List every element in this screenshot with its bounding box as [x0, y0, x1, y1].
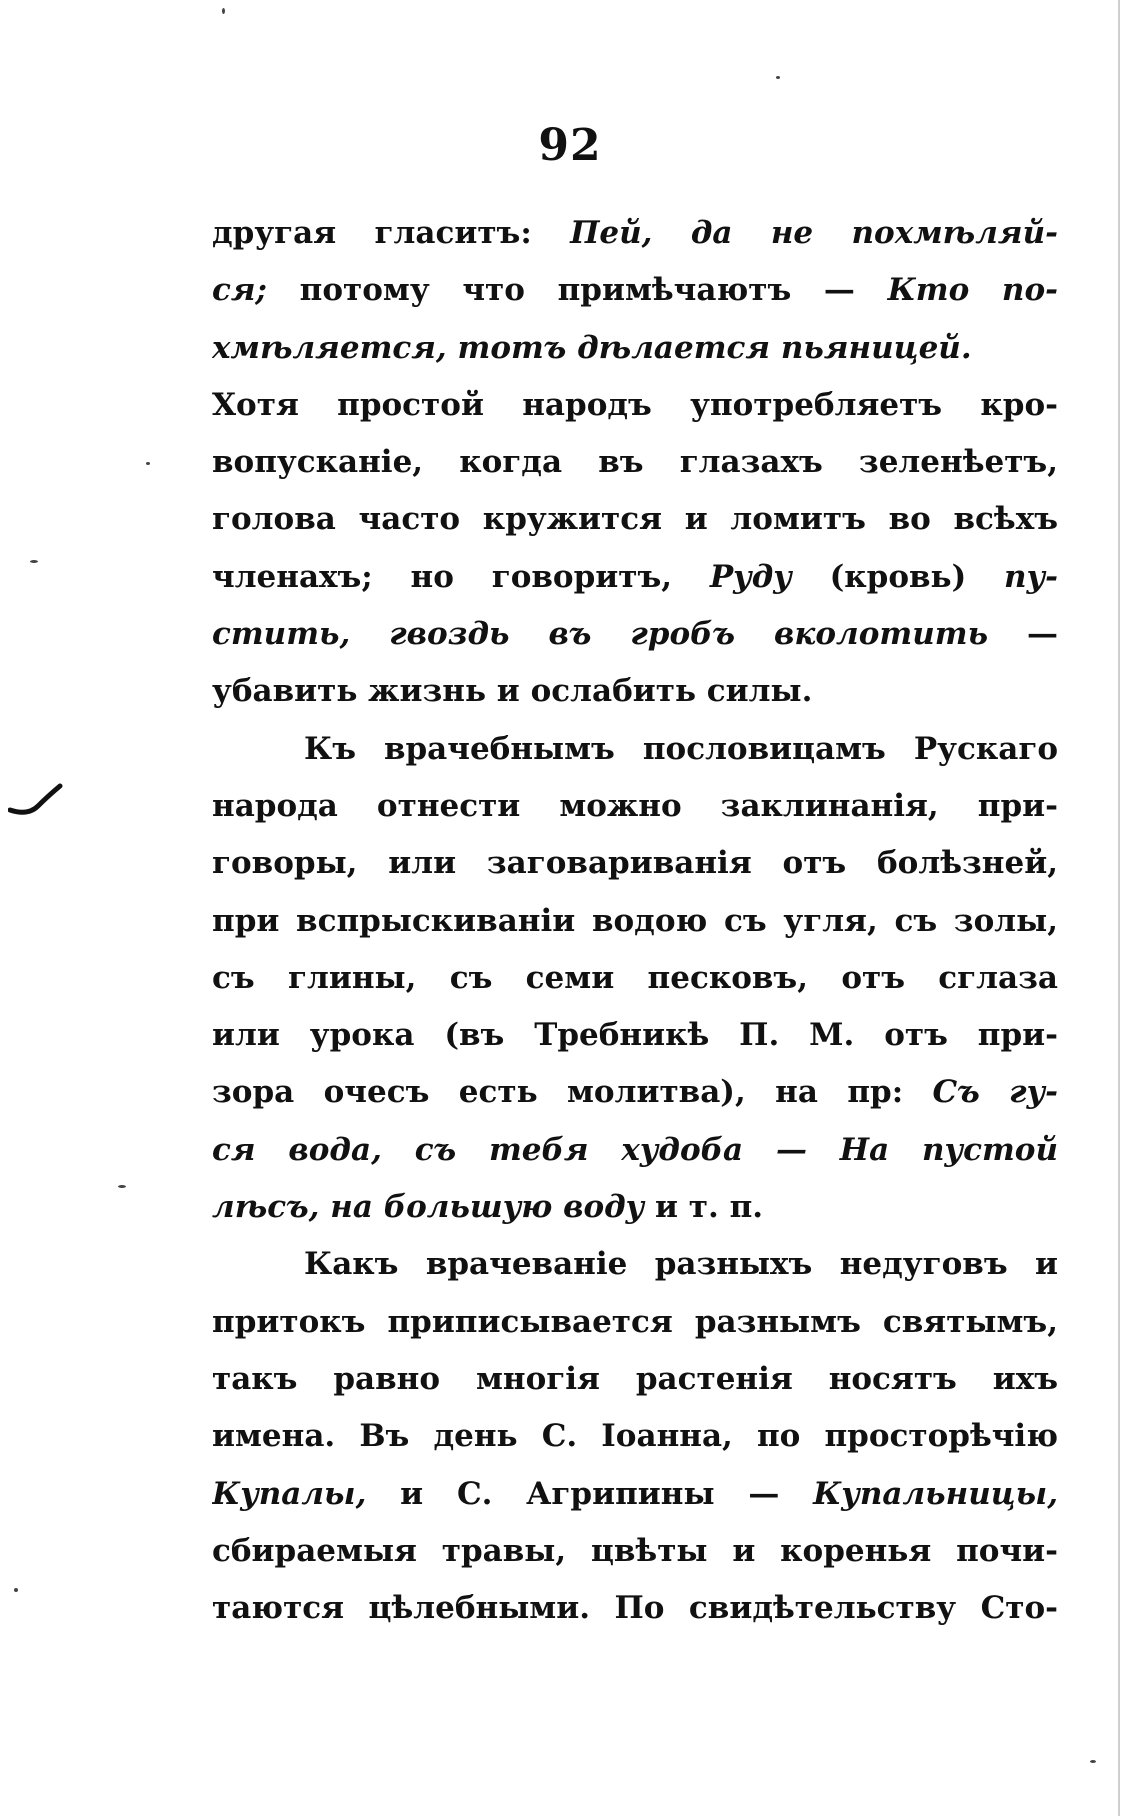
- text-line: [212, 1179, 1058, 1236]
- italic-text: Пей, да не похмѣляй-: [570, 215, 1058, 251]
- margin-ink-mark: [8, 780, 64, 820]
- text-line: [212, 835, 1058, 892]
- text-line: [212, 1466, 1058, 1523]
- body-text: [212, 205, 1058, 1637]
- italic-text: ся вода, съ тебя худоба — На пустой: [212, 1131, 1058, 1168]
- ink-speck: [118, 1185, 126, 1188]
- text-run: народа отнести можно заклинанія, при-: [212, 787, 1058, 824]
- text-run: —: [988, 616, 1058, 653]
- italic-text: хмѣляется, тотъ дѣлается пьяницей.: [212, 329, 972, 366]
- text-line: [212, 663, 1058, 720]
- text-line: [212, 320, 1058, 377]
- text-line: [212, 1236, 1058, 1293]
- text-line: [212, 1351, 1058, 1408]
- ink-speck: [14, 1588, 18, 1592]
- ink-speck: [146, 462, 150, 465]
- text-line: [212, 205, 1058, 262]
- ink-speck: [222, 8, 225, 14]
- italic-text: Руду: [709, 558, 792, 595]
- text-line: [212, 1408, 1058, 1465]
- ink-speck: [30, 560, 38, 563]
- text-run: зора очесъ есть молитва), на пр:: [212, 1074, 933, 1111]
- text-run: говоры, или заговариванія отъ болѣзней,: [212, 845, 1058, 882]
- italic-text: ся;: [212, 272, 267, 309]
- page-edge: [1118, 0, 1120, 1816]
- text-run: вопусканіе, когда въ глазахъ зеленѣетъ,: [212, 444, 1058, 481]
- text-run: потому что примѣчаютъ —: [267, 272, 888, 309]
- text-line: [212, 1007, 1058, 1064]
- text-line: [212, 1523, 1058, 1580]
- text-run: такъ равно многія растенія носятъ ихъ: [212, 1360, 1058, 1397]
- ink-speck: [1090, 1760, 1096, 1763]
- text-run: Хотя простой народъ употребляетъ кро-: [212, 386, 1058, 423]
- text-run: сбираемыя травы, цвѣты и коренья почи-: [212, 1532, 1058, 1569]
- text-run: Какъ врачеваніе разныхъ недуговъ и: [304, 1246, 1058, 1283]
- text-line: [212, 778, 1058, 835]
- text-run: голова часто кружится и ломитъ во всѣхъ: [212, 501, 1058, 538]
- text-run: другая гласитъ:: [212, 215, 571, 251]
- text-line: [212, 950, 1058, 1007]
- text-line: [212, 893, 1058, 950]
- text-line: [212, 491, 1058, 548]
- italic-text: Кто по-: [887, 272, 1058, 309]
- text-line: [212, 549, 1058, 606]
- italic-text: Купальницы,: [813, 1475, 1058, 1512]
- text-line: [212, 721, 1058, 778]
- italic-text: лѣсъ, на большую воду: [212, 1189, 645, 1226]
- text-line: [212, 1064, 1058, 1121]
- italic-text: Купалы,: [212, 1475, 367, 1512]
- text-run: (кровь): [791, 558, 1005, 595]
- italic-text: стить, гвоздь въ гробъ вколотить: [212, 616, 989, 653]
- text-run: или урока (въ Требникѣ П. М. отъ при-: [212, 1017, 1058, 1054]
- text-run: имена. Въ день С. Іоанна, по просторѣчію: [212, 1418, 1058, 1455]
- text-line: [212, 1294, 1058, 1351]
- text-run: и С. Агрипины —: [366, 1475, 814, 1512]
- text-line: [212, 1122, 1058, 1179]
- italic-text: Съ гу-: [932, 1074, 1058, 1111]
- text-run: при вспрыскиваніи водою съ угля, съ золы,: [212, 902, 1058, 939]
- italic-text: пу-: [1004, 558, 1058, 595]
- text-line: [212, 434, 1058, 491]
- text-run: притокъ приписывается разнымъ святымъ,: [212, 1303, 1058, 1340]
- text-line: [212, 1580, 1058, 1637]
- text-run: и т. п.: [644, 1189, 764, 1226]
- text-run: членахъ; но говоритъ,: [212, 558, 710, 595]
- text-run: съ глины, съ семи песковъ, отъ сглаза: [212, 959, 1058, 996]
- page-number: 92: [538, 120, 602, 171]
- ink-speck: [776, 76, 780, 79]
- text-run: таются цѣлебными. По свидѣтельству Сто-: [212, 1590, 1058, 1627]
- text-run: убавить жизнь и ослабить силы.: [212, 673, 813, 710]
- text-line: [212, 262, 1058, 319]
- text-run: Къ врачебнымъ пословицамъ Рускаго: [304, 730, 1058, 767]
- text-line: [212, 377, 1058, 434]
- text-line: [212, 606, 1058, 663]
